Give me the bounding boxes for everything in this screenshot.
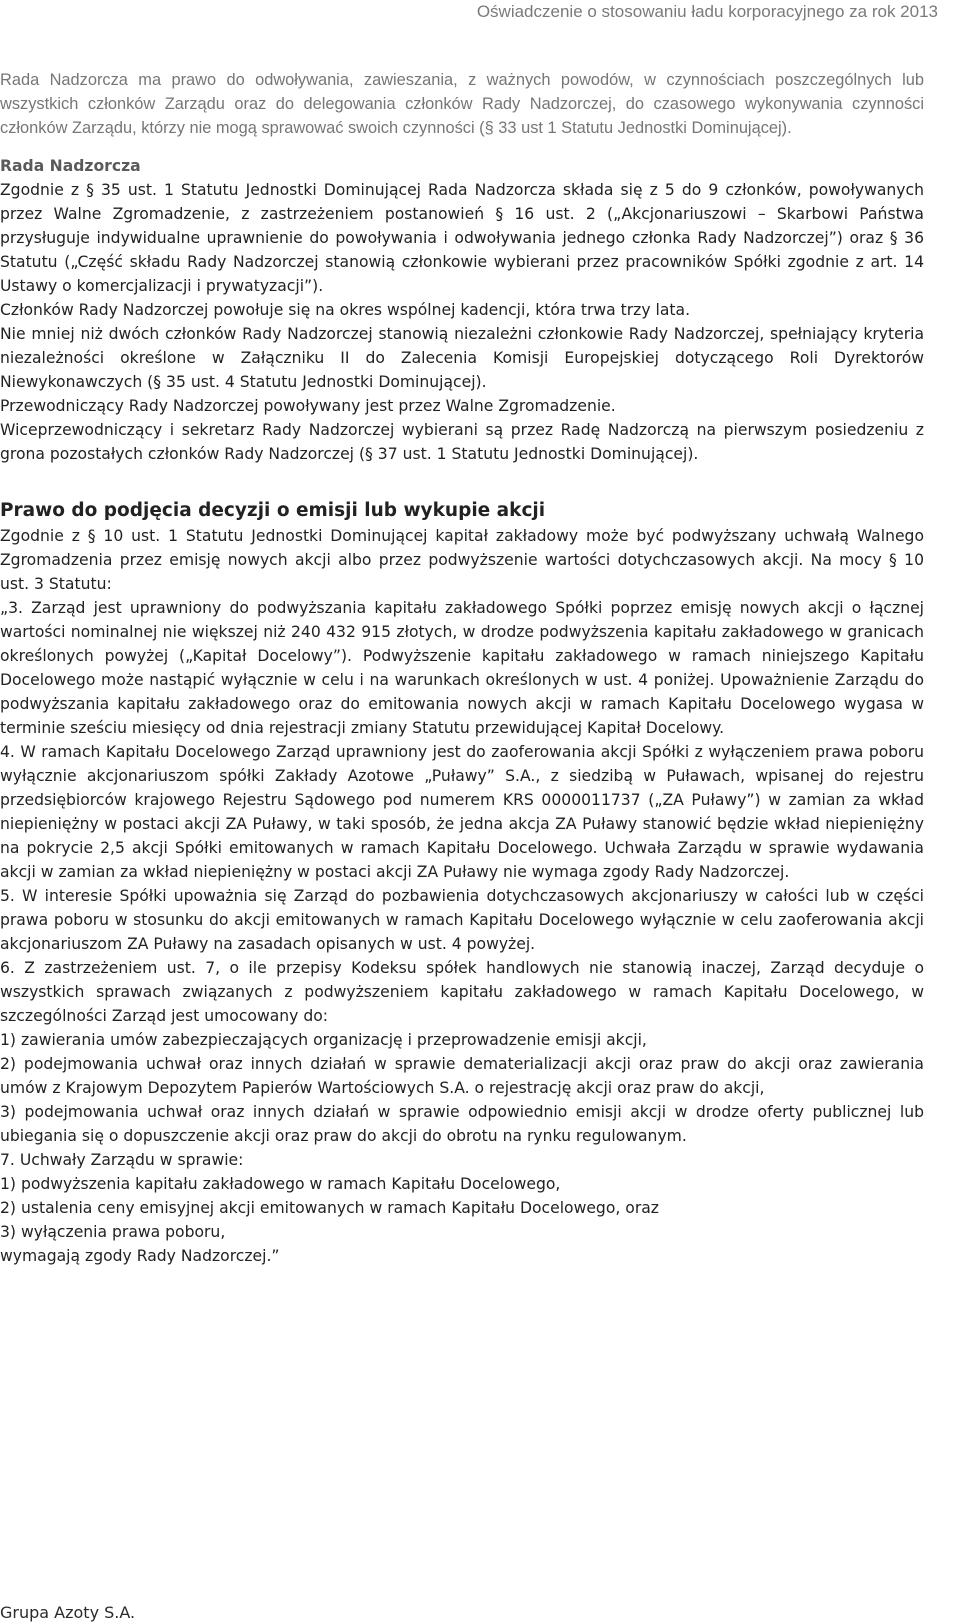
shares-paragraph: 6. Z zastrzeżeniem ust. 7, o ile przepisy Kodeksu spółek handlowych nie stanowią inaczej, Zarząd decyduje o wszystkich sprawach związanych z podwyższeniem kapitału zakładowego w ramach Kapitału Docelowego, w szczególności Zarząd jest umocowany do: [0,959,924,1025]
board-paragraph: Nie mniej niż dwóch członków Rady Nadzorczej stanowią niezależni członkowie Rady Nadzorczej, spełniający kryteria niezależności określone w Załączniku II do Zalecenia Komisji Europejskiej dotyczącego Roli Dyrektorów Niewykonawczych (§ 35 ust. 4 Statutu Jednostki Dominującej). [0,325,924,391]
shares-paragraph: wymagają zgody Rady Nadzorczej.” [0,1247,280,1265]
shares-list-item: 1) podwyższenia kapitału zakładowego w ramach Kapitału Docelowego, [0,1175,561,1193]
shares-paragraph: 5. W interesie Spółki upoważnia się Zarząd do pozbawienia dotychczasowych akcjonariuszy w całości lub w części prawa poboru w stosunku do akcji emitowanych w ramach Kapitału Docelowego wyłącznie w celu zaoferowania akcji akcjonariuszom ZA Puławy na zasadach opisanych w ust. 4 powyżej. [0,887,924,953]
shares-paragraph: „3. Zarząd jest uprawniony do podwyższania kapitału zakładowego Spółki poprzez emisję nowych akcji o łącznej wartości nominalnej nie większej niż 240 432 915 złotych, w drodze podwyższenia kapitału zakładowego w granicach określonych powyżej („Kapitał Docelowy”). Podwyższenie kapitału zakładowego w ramach niniejszego Kapitału Docelowego może nastąpić wyłącznie w celu i na warunkach określonych w ust. 4 poniżej. Upoważnienie Zarządu do podwyższania kapitału zakładowego oraz do emitowania nowych akcji w ramach Kapitału Docelowego wygasa w terminie sześciu miesięcy od dnia rejestracji zmiany Statutu przewidującej Kapitał Docelowy. [0,599,924,737]
shares-list-item: 3) wyłączenia prawa poboru, [0,1223,226,1241]
board-paragraph: Zgodnie z § 35 ust. 1 Statutu Jednostki Dominującej Rada Nadzorcza składa się z 5 do 9 członków, powoływanych przez Walne Zgromadzenie, z zastrzeżeniem postanowień § 16 ust. 2 („Akcjonariuszowi – Skarbowi Państwa przysługuje indywidualne uprawnienie do powoływania i odwoływania jednego członka Rady Nadzorczej”) oraz § 36 Statutu („Część składu Rady Nadzorczej stanowią członkowie wybierani przez pracowników Spółki zgodnie z art. 14 Ustawy o komercjalizacji i prywatyzacji”). [0,181,924,295]
document-body [0,68,924,1268]
board-paragraph: Wiceprzewodniczący i sekretarz Rady Nadzorczej wybierani są przez Radę Nadzorczą na pierwszym posiedzeniu z grona pozostałych członków Rady Nadzorczej (§ 37 ust. 1 Statutu Jednostki Dominującej). [0,421,924,463]
shares-paragraph: Zgodnie z § 10 ust. 1 Statutu Jednostki Dominującej kapitał zakładowy może być podwyższany uchwałą Walnego Zgromadzenia przez emisję nowych akcji albo przez podwyższenie wartości dotychczasowych akcji. Na mocy § 10 ust. 3 Statutu: [0,527,924,593]
shares-list-item: 2) podejmowania uchwał oraz innych działań w sprawie dematerializacji akcji oraz praw do akcji oraz zawierania umów z Krajowym Depozytem Papierów Wartościowych S.A. o rejestrację akcji oraz praw do akcji, [0,1055,924,1097]
section-heading-share-issuance: Prawo do podjęcia decyzji o emisji lub wykupie akcji [0,500,546,521]
shares-list-item: 3) podejmowania uchwał oraz innych działań w sprawie odpowiednio emisji akcji w drodze oferty publicznej lub ubiegania się o dopuszczenie akcji oraz praw do akcji do obrotu na rynku regulowanym. [0,1103,924,1145]
section-heading-supervisory-board: Rada Nadzorcza [0,157,141,175]
shares-paragraph: 4. W ramach Kapitału Docelowego Zarząd uprawniony jest do zaoferowania akcji Spółki z wyłączeniem prawa poboru wyłącznie akcjonariuszom spółki Zakłady Azotowe „Puławy” S.A., z siedzibą w Puławach, wpisanej do rejestru przedsiębiorców krajowego Rejestru Sądowego pod numerem KRS 0000011737 („ZA Puławy”) w zamian za wkład niepieniężny w postaci akcji ZA Puławy, w taki sposób, że jedna akcja ZA Puławy stanowić będzie wkład niepieniężny na pokrycie 2,5 akcji Spółki emitowanych w ramach Kapitału Docelowego. Uchwała Zarządu w sprawie wydawania akcji w zamian za wkład niepieniężny w postaci akcji ZA Puławy nie wymaga zgody Rady Nadzorczej. [0,743,924,881]
intro-paragraph: Rada Nadzorcza ma prawo do odwoływania, zawieszania, z ważnych powodów, w czynnościach poszczególnych lub wszystkich członków Zarządu oraz do delegowania członków Rady Nadzorczej, do czasowego wykonywania czynności członków Zarządu, którzy nie mogą sprawować swoich czynności (§ 33 ust 1 Statutu Jednostki Dominującej). [0,71,924,137]
board-paragraph: Członków Rady Nadzorczej powołuje się na okres wspólnej kadencji, która trwa trzy lata. [0,301,691,319]
shares-list-item: 1) zawierania umów zabezpieczających organizację i przeprowadzenie emisji akcji, [0,1031,647,1049]
board-paragraph: Przewodniczący Rady Nadzorczej powoływany jest przez Walne Zgromadzenie. [0,397,616,415]
shares-paragraph: 7. Uchwały Zarządu w sprawie: [0,1151,244,1169]
shares-list-item: 2) ustalenia ceny emisyjnej akcji emitowanych w ramach Kapitału Docelowego, oraz [0,1199,659,1217]
document-running-header: Oświadczenie o stosowaniu ładu korporacyjnego za rok 2013 [476,2,938,21]
document-footer-company: Grupa Azoty S.A. [0,1603,136,1622]
